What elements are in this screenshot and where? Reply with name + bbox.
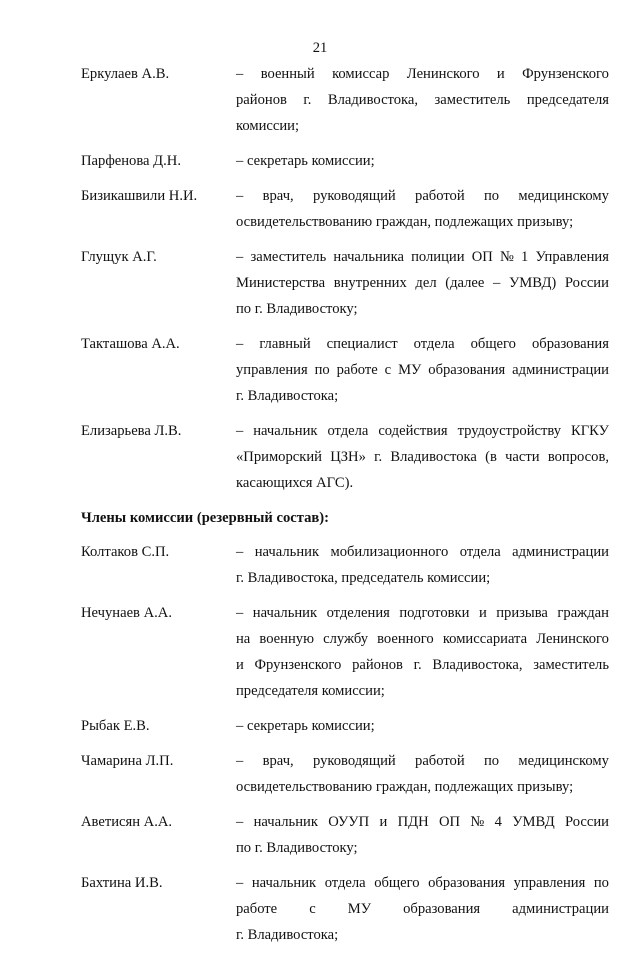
commission-members-list: [81, 61, 609, 957]
member-entry: [81, 809, 609, 861]
member-entry: [81, 713, 609, 739]
role-line: г. Владивостока;: [236, 388, 339, 404]
members-group-reserve: [81, 539, 609, 948]
member-name: Парфенова Д.Н.: [81, 153, 181, 169]
member-role-description: [236, 600, 609, 704]
member-name: Бизикашвили Н.И.: [81, 188, 198, 204]
role-line: – заместитель начальника полиции ОП № 1 Управления: [236, 249, 609, 265]
role-line: г. Владивостока;: [236, 927, 339, 943]
role-line: и Фрунзенского районов г. Владивостока, заместитель: [236, 657, 609, 673]
member-name: Рыбак Е.В.: [81, 718, 150, 734]
member-role-description: [236, 809, 609, 861]
role-line: касающихся АГС).: [236, 475, 354, 491]
member-entry: [81, 418, 609, 496]
role-line: – военный комиссар Ленинского и Фрунзенского: [236, 66, 609, 82]
role-line: – врач, руководящий работой по медицинскому: [236, 753, 609, 769]
member-role-description: [236, 418, 609, 496]
role-line: по г. Владивостоку;: [236, 840, 358, 856]
member-entry: [81, 331, 609, 409]
role-line: – начальник отдела общего образования управления по: [236, 875, 609, 891]
member-entry: [81, 61, 609, 139]
member-name: Колтаков С.П.: [81, 544, 170, 560]
member-entry: [81, 870, 609, 948]
page-number: 21: [312, 40, 328, 56]
member-role-description: [236, 713, 609, 739]
member-name: Аветисян А.А.: [81, 814, 173, 830]
role-line: – секретарь комиссии;: [236, 153, 375, 169]
member-role-description: [236, 870, 609, 948]
reserve-section-heading: Члены комиссии (резервный состав):: [81, 510, 329, 526]
role-line: районов г. Владивостока, заместитель председателя: [236, 92, 609, 108]
role-line: – секретарь комиссии;: [236, 718, 375, 734]
role-line: освидетельствованию граждан, подлежащих призыву;: [236, 214, 574, 230]
role-line: по г. Владивостоку;: [236, 301, 358, 317]
role-line: – начальник отдела содействия трудоустройству КГКУ: [236, 423, 609, 439]
member-name: Еркулаев А.В.: [81, 66, 170, 82]
role-line: – главный специалист отдела общего образования: [236, 336, 609, 352]
role-line: управления по работе с МУ образования администрации: [236, 362, 609, 378]
role-line: – начальник ОУУП и ПДН ОП № 4 УМВД России: [236, 814, 609, 830]
member-role-description: [236, 244, 609, 322]
members-group-main: [81, 61, 609, 496]
member-name: Такташова А.А.: [81, 336, 180, 352]
member-role-description: [236, 61, 609, 139]
role-line: на военную службу военного комиссариата Ленинского: [236, 631, 609, 647]
member-entry: [81, 539, 609, 591]
member-name: Глущук А.Г.: [81, 249, 157, 265]
member-role-description: [236, 331, 609, 409]
role-line: работе с МУ образования администрации: [236, 901, 609, 917]
member-entry: [81, 244, 609, 322]
member-role-description: [236, 539, 609, 591]
role-line: г. Владивостока, председатель комиссии;: [236, 570, 491, 586]
member-name: Бахтина И.В.: [81, 875, 163, 891]
member-name: Нечунаев А.А.: [81, 605, 172, 621]
member-role-description: [236, 748, 609, 800]
role-line: «Приморский ЦЗН» г. Владивостока (в части вопросов,: [236, 449, 609, 465]
member-role-description: [236, 183, 609, 235]
member-entry: [81, 183, 609, 235]
role-line: Министерства внутренних дел (далее – УМВД) России: [236, 275, 609, 291]
role-line: освидетельствованию граждан, подлежащих призыву;: [236, 779, 574, 795]
role-line: председателя комиссии;: [236, 683, 385, 699]
role-line: – врач, руководящий работой по медицинскому: [236, 188, 609, 204]
member-name: Чамарина Л.П.: [81, 753, 174, 769]
role-line: комиссии;: [236, 118, 300, 134]
member-entry: [81, 748, 609, 800]
role-line: – начальник мобилизационного отдела администрации: [236, 544, 609, 560]
member-name: Елизарьева Л.В.: [81, 423, 182, 439]
member-entry: [81, 600, 609, 704]
role-line: – начальник отделения подготовки и призыва граждан: [236, 605, 609, 621]
member-role-description: [236, 148, 609, 174]
member-entry: [81, 148, 609, 174]
